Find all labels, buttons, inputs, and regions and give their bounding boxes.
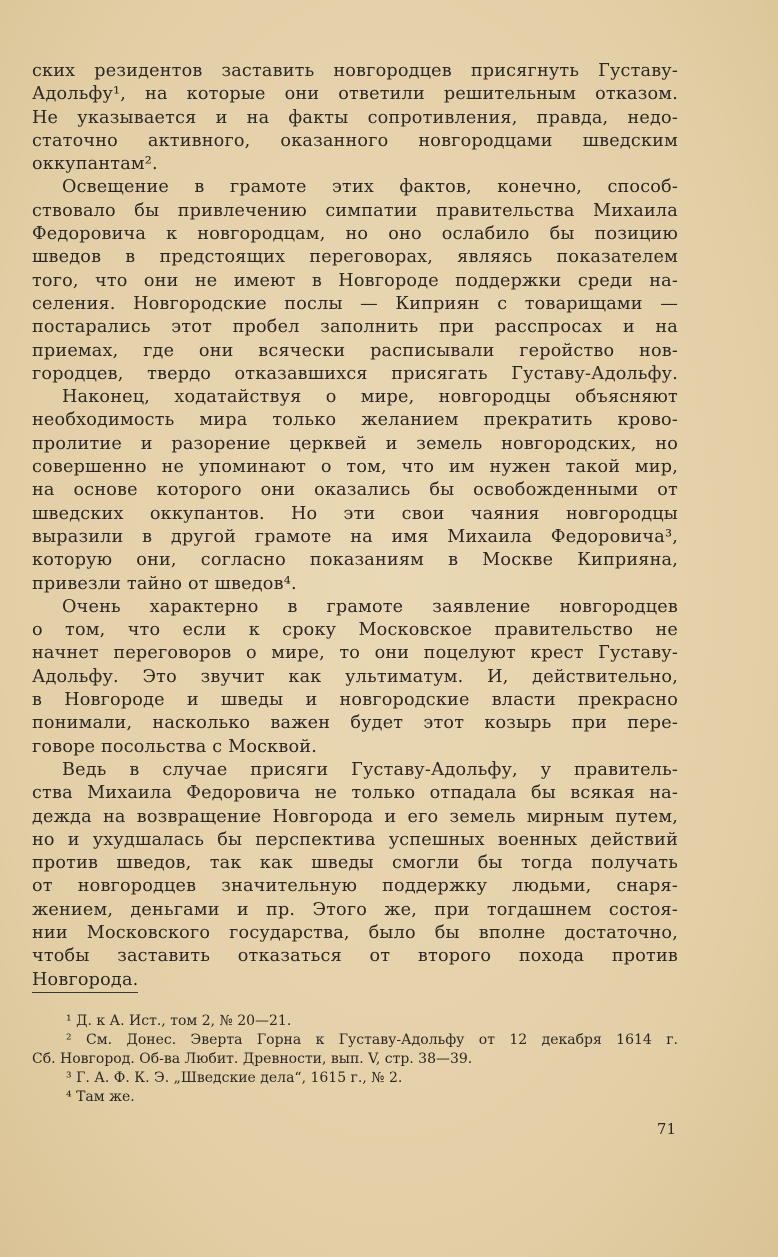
text-line: Освещение в грамоте этих фактов, конечно, способ- xyxy=(62,177,678,198)
text-line: совершенно не упоминают о том, что им нужен такой мир, xyxy=(32,457,678,478)
text-line: селения. Новгородские послы — Киприян с товарищами — xyxy=(32,293,678,314)
text-line: о том, что если к сроку Московское правительство не xyxy=(32,620,678,641)
main-text xyxy=(32,60,678,992)
text-line: от новгородцев значительную поддержку людьми, снаря- xyxy=(32,876,678,897)
text-line: Новгорода. xyxy=(32,969,139,990)
text-line: шведов в предстоящих переговорах, являясь показателем xyxy=(32,247,678,268)
text-line: ствовало бы привлечению симпатии правительства Михаила xyxy=(32,200,678,221)
text-line: дежда на возвращение Новгорода и его земель мирным путем, xyxy=(32,806,678,827)
text-line: говоре посольства с Москвой. xyxy=(32,736,317,757)
footnote: ¹ Д. к А. Ист., том 2, № 20—21. xyxy=(66,1013,292,1029)
text-line: жением, деньгами и пр. Этого же, при тогдашнем состоя- xyxy=(32,899,678,920)
footnote: Сб. Новгород. Об-ва Любит. Древности, вып. V, стр. 38—39. xyxy=(32,1051,473,1067)
text-line: Федоровича к новгородцам, но оно ослабило бы позицию xyxy=(32,224,678,245)
text-line: Ведь в случае присяги Густаву-Адольфу, у правитель- xyxy=(62,759,678,780)
text-line: привезли тайно от шведов⁴. xyxy=(32,573,297,594)
text-line: статочно активного, оказанного новгородцами шведским xyxy=(32,130,678,151)
text-line: Очень характерно в грамоте заявление новгородцев xyxy=(62,596,678,617)
text-line: шведских оккупантов. Но эти свои чаяния новгородцы xyxy=(32,503,678,524)
text-line: Не указывается и на факты сопротивления, правда, недо- xyxy=(32,107,678,128)
text-line: городцев, твердо отказавшихся присягать Густаву-Адольфу. xyxy=(32,363,678,384)
text-line: против шведов, так как шведы смогли бы тогда получать xyxy=(32,853,678,874)
footnote-divider xyxy=(32,992,138,993)
text-line: нии Московского государства, было бы вполне достаточно, xyxy=(32,922,678,943)
text-line: Наконец, ходатайствуя о мире, новгородцы объясняют xyxy=(62,387,678,408)
text-line: постарались этот пробел заполнить при расспросах и на xyxy=(32,317,678,338)
page-number: 71 xyxy=(656,1120,676,1138)
text-line: ства Михаила Федоровича не только отпадала бы всякая на- xyxy=(32,783,678,804)
text-line: на основе которого они оказались бы освобожденными от xyxy=(32,480,678,501)
text-line: в Новгороде и шведы и новгородские власти прекрасно xyxy=(32,690,678,711)
text-line: необходимость мира только желанием прекратить крово- xyxy=(32,410,678,431)
footnote: ³ Г. А. Ф. К. Э. „Шведские дела“, 1615 г., № 2. xyxy=(66,1070,403,1086)
text-line: чтобы заставить отказаться от второго похода против xyxy=(32,946,678,967)
text-line: начнет переговоров о мире, то они поцелуют крест Густаву- xyxy=(32,643,678,664)
text-line: того, что они не имеют в Новгороде поддержки среди на- xyxy=(32,270,678,291)
text-line: ских резидентов заставить новгородцев присягнуть Густаву- xyxy=(32,61,678,81)
text-line: Адольфу. Это звучит как ультиматум. И, действительно, xyxy=(32,666,678,687)
text-line: пролитие и разорение церквей и земель новгородских, но xyxy=(32,433,678,454)
text-line: Адольфу¹, на которые они ответили решительным отказом. xyxy=(32,84,678,105)
footnote: ⁴ Там же. xyxy=(66,1089,135,1105)
text-line: которую они, согласно показаниям в Москве Киприяна, xyxy=(32,550,678,571)
text-line: оккупантам². xyxy=(32,154,158,175)
text-line: но и ухудшалась бы перспектива успешных военных действий xyxy=(32,829,678,850)
footnotes xyxy=(32,1012,678,1107)
text-line: выразили в другой грамоте на имя Михаила Федоровича³, xyxy=(32,526,678,547)
footnote: ² См. Донес. Эверта Горна к Густаву-Адольфу от 12 декабря 1614 г. xyxy=(66,1032,678,1048)
text-line: понимали, насколько важен будет этот козырь при пере- xyxy=(32,713,678,734)
text-line: приемах, где они всячески расписывали геройство нов- xyxy=(32,340,678,361)
